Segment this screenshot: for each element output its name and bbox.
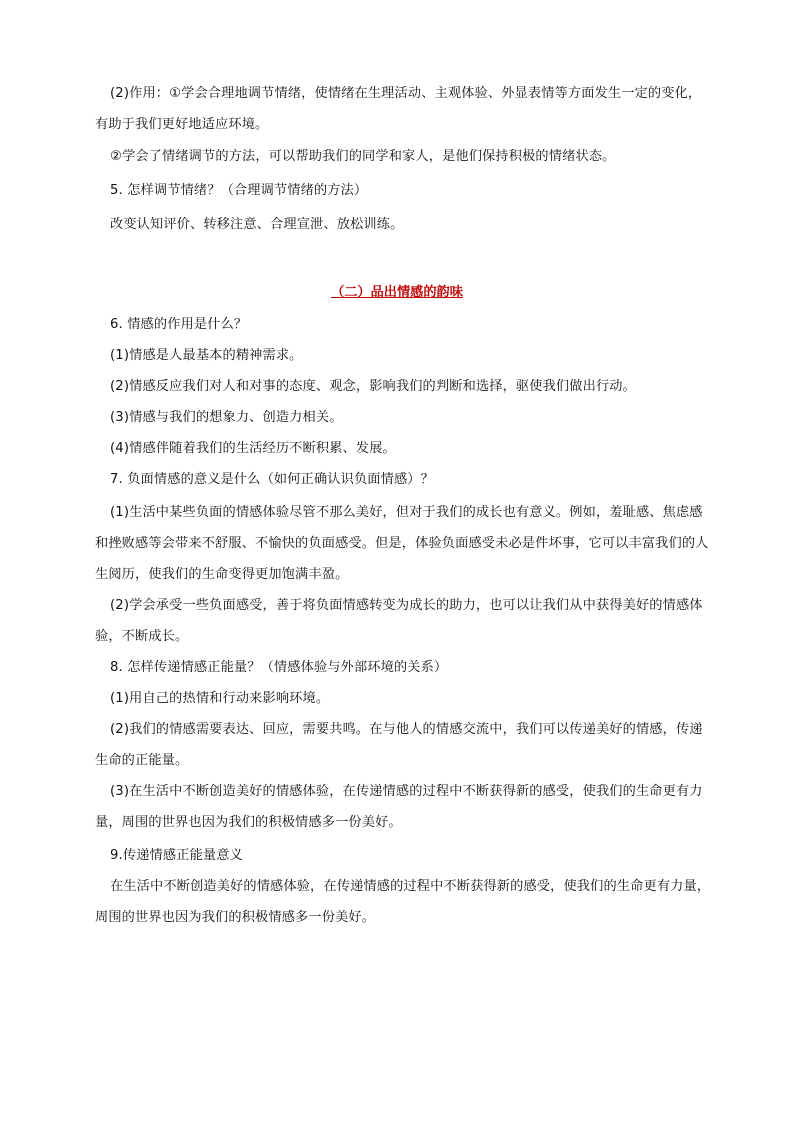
paragraph-line: 验，不断成长。: [95, 629, 189, 644]
list-item: (3)在生活中不断创造美好的情感体验，在传递情感的过程中不断获得新的感受，使我们的生命更有力: [110, 784, 703, 799]
paragraph-line: 生命的正能量。: [95, 753, 189, 768]
question-heading: 6. 情感的作用是什么？: [110, 317, 248, 332]
list-item: (3)情感与我们的想象力、创造力相关。: [110, 410, 343, 425]
paragraph-line: 和挫败感等会带来不舒服、不愉快的负面感受。但是，体验负面感受未必是件坏事，它可以丰富我们的人: [95, 536, 709, 551]
section-title: （二）品出情感的韵味: [331, 285, 463, 300]
list-item: (2)情感反应我们对人和对事的态度、观念，影响我们的判断和选择，驱使我们做出行动。: [110, 379, 636, 394]
paragraph-line: 生阅历，使我们的生命变得更加饱满丰盈。: [95, 567, 349, 582]
paragraph-line: 在生活中不断创造美好的情感体验，在传递情感的过程中不断获得新的感受，使我们的生命更有力量，: [110, 879, 711, 894]
question-heading: 7. 负面情感的意义是什么（如何正确认识负面情感）？: [110, 472, 434, 487]
paragraph-line: 改变认知评价、转移注意、合理宣泄、放松训练。: [110, 217, 404, 232]
list-item: (4)情感伴随着我们的生活经历不断积累、发展。: [110, 441, 396, 456]
list-item: (1)情感是人最基本的精神需求。: [110, 348, 303, 363]
paragraph-line: ②学会了情绪调节的方法，可以帮助我们的同学和家人，是他们保持积极的情绪状态。: [110, 149, 616, 164]
question-heading: 5. 怎样调节情绪？（合理调节情绪的方法）: [110, 183, 368, 198]
paragraph-line: (2)作用：①学会合理地调节情绪，使情绪在生理活动、主观体验、外显表情等方面发生一定的变化，: [110, 86, 702, 101]
list-item: (2)我们的情感需要表达、回应，需要共鸣。在与他人的情感交流中，我们可以传递美好的情感，传递: [110, 722, 703, 737]
list-item: (1)用自己的热情和行动来影响环境。: [110, 691, 330, 706]
question-heading: 9.传递情感正能量意义: [110, 848, 243, 863]
list-item: (1)生活中某些负面的情感体验尽管不那么美好，但对于我们的成长也有意义。例如，羞耻感、焦虑感: [110, 505, 703, 520]
paragraph-line: 量，周围的世界也因为我们的积极情感多一份美好。: [95, 815, 402, 830]
paragraph-line: 有助于我们更好地适应环境。: [95, 117, 269, 132]
question-heading: 8. 怎样传递情感正能量？（情感体验与外部环境的关系）: [110, 660, 448, 675]
list-item: (2)学会承受一些负面感受，善于将负面情感转变为成长的助力，也可以让我们从中获得美好的情感体: [110, 598, 703, 613]
paragraph-line: 周围的世界也因为我们的积极情感多一份美好。: [95, 910, 376, 925]
